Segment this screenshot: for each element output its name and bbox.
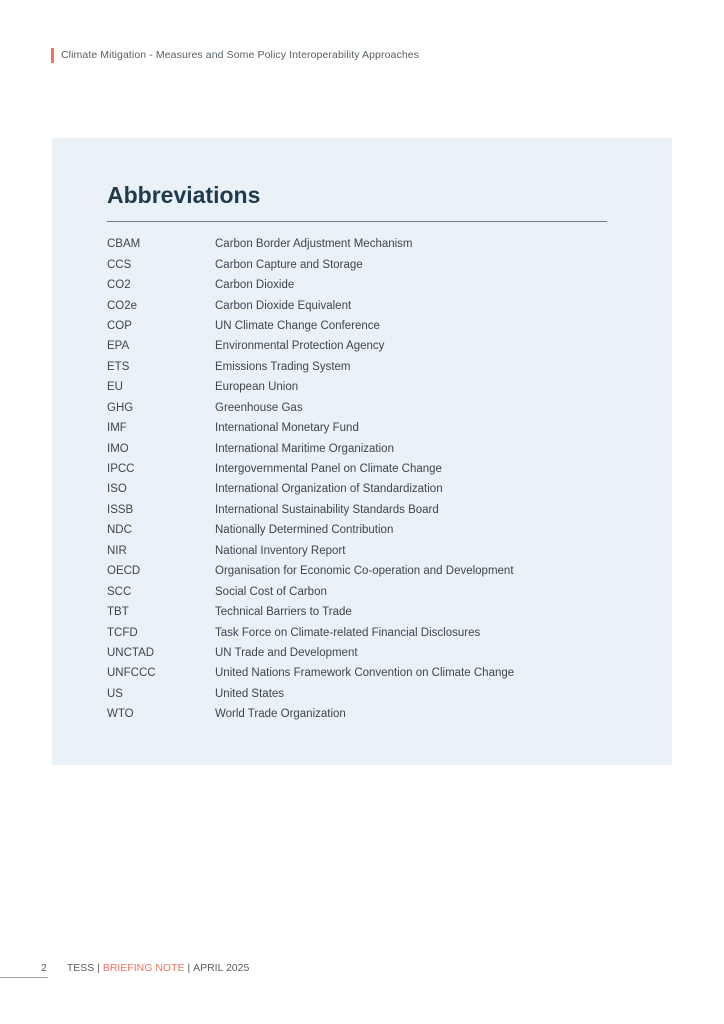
- abbreviation-code: GHG: [107, 401, 134, 414]
- abbreviation-row: [107, 684, 607, 704]
- footer-org: TESS: [66, 962, 95, 974]
- abbreviation-code: US: [107, 687, 123, 700]
- abbreviation-definition: Social Cost of Carbon: [215, 585, 327, 598]
- abbreviation-definition: Greenhouse Gas: [215, 401, 303, 414]
- abbreviation-row: [107, 357, 607, 377]
- abbreviation-code: IMF: [107, 422, 127, 435]
- abbreviation-row: [107, 254, 607, 274]
- abbreviation-code: IPCC: [107, 463, 135, 476]
- abbreviation-code: EPA: [107, 340, 130, 353]
- abbreviation-definition: International Sustainability Standards Board: [215, 503, 439, 516]
- abbreviation-row: [107, 520, 607, 540]
- abbreviation-definition: European Union: [215, 381, 299, 394]
- abbreviation-row: [107, 561, 607, 581]
- abbreviation-row: [107, 663, 607, 683]
- abbreviation-code: UNCTAD: [107, 646, 155, 659]
- page-footer: [41, 962, 249, 974]
- abbreviation-row: [107, 438, 607, 458]
- abbreviation-row: [107, 336, 607, 356]
- abbreviation-definition: United States: [215, 687, 285, 700]
- abbreviations-list: [107, 234, 607, 725]
- abbreviations-panel: [52, 138, 672, 765]
- abbreviation-code: TCFD: [107, 626, 138, 639]
- abbreviation-code: CBAM: [107, 238, 141, 251]
- abbreviation-definition: United Nations Framework Convention on Climate Change: [215, 667, 515, 680]
- footer-separator-1: |: [94, 962, 103, 974]
- abbreviation-definition: Organisation for Economic Co-operation and Development: [215, 565, 514, 578]
- abbreviation-code: NDC: [107, 524, 132, 537]
- footer-divider: [0, 977, 48, 978]
- abbreviation-definition: UN Climate Change Conference: [215, 319, 380, 332]
- abbreviation-code: ETS: [107, 360, 130, 373]
- abbreviation-definition: Task Force on Climate-related Financial Disclosures: [215, 626, 481, 639]
- abbreviation-definition: Intergovernmental Panel on Climate Change: [215, 463, 442, 476]
- abbreviation-row: [107, 234, 607, 254]
- abbreviation-definition: Technical Barriers to Trade: [215, 606, 352, 619]
- footer-doc-type: BRIEFING NOTE: [102, 962, 185, 974]
- abbreviation-row: [107, 500, 607, 520]
- footer-date: APRIL 2025: [193, 962, 250, 974]
- running-header: [51, 47, 419, 63]
- abbreviation-code: TBT: [107, 606, 129, 619]
- abbreviation-definition: International Organization of Standardization: [215, 483, 443, 496]
- abbreviation-definition: Carbon Dioxide Equivalent: [215, 299, 352, 312]
- abbreviation-definition: National Inventory Report: [215, 544, 346, 557]
- abbreviation-code: OECD: [107, 565, 141, 578]
- page-number: 2: [41, 962, 47, 974]
- abbreviation-definition: Emissions Trading System: [215, 360, 351, 373]
- abbreviation-code: CO2: [107, 279, 131, 292]
- abbreviation-code: WTO: [107, 708, 134, 721]
- heading-divider: [107, 221, 607, 222]
- abbreviation-row: [107, 479, 607, 499]
- abbreviation-definition: International Monetary Fund: [215, 422, 359, 435]
- abbreviation-row: [107, 275, 607, 295]
- abbreviation-code: CO2e: [107, 299, 138, 312]
- abbreviation-row: [107, 377, 607, 397]
- abbreviation-code: SCC: [107, 585, 132, 598]
- abbreviation-row: [107, 459, 607, 479]
- abbreviation-row: [107, 643, 607, 663]
- abbreviation-definition: Environmental Protection Agency: [215, 340, 385, 353]
- abbreviation-code: COP: [107, 319, 132, 332]
- abbreviation-code: CCS: [107, 258, 132, 271]
- abbreviation-row: [107, 602, 607, 622]
- abbreviation-row: [107, 622, 607, 642]
- abbreviation-definition: Carbon Capture and Storage: [215, 258, 363, 271]
- abbreviation-code: ISO: [107, 483, 127, 496]
- header-title: Climate Mitigation - Measures and Some Policy Interoperability Approaches: [61, 49, 420, 61]
- abbreviation-row: [107, 295, 607, 315]
- abbreviation-code: NIR: [107, 544, 127, 557]
- abbreviation-row: [107, 316, 607, 336]
- abbreviation-code: UNFCCC: [107, 667, 156, 680]
- abbreviation-row: [107, 581, 607, 601]
- abbreviation-row: [107, 418, 607, 438]
- abbreviation-definition: UN Trade and Development: [215, 646, 358, 659]
- abbreviation-row: [107, 541, 607, 561]
- abbreviation-code: IMO: [107, 442, 129, 455]
- abbreviation-definition: International Maritime Organization: [215, 442, 394, 455]
- abbreviation-definition: Carbon Border Adjustment Mechanism: [215, 238, 413, 251]
- abbreviation-row: [107, 704, 607, 724]
- abbreviations-heading: Abbreviations: [107, 182, 261, 208]
- abbreviation-definition: Nationally Determined Contribution: [215, 524, 394, 537]
- abbreviation-row: [107, 398, 607, 418]
- header-accent-bar: [51, 48, 54, 63]
- abbreviation-definition: World Trade Organization: [215, 708, 346, 721]
- footer-separator-2: |: [184, 962, 194, 974]
- abbreviation-definition: Carbon Dioxide: [215, 279, 295, 292]
- abbreviation-code: ISSB: [107, 503, 134, 516]
- abbreviation-code: EU: [107, 381, 123, 394]
